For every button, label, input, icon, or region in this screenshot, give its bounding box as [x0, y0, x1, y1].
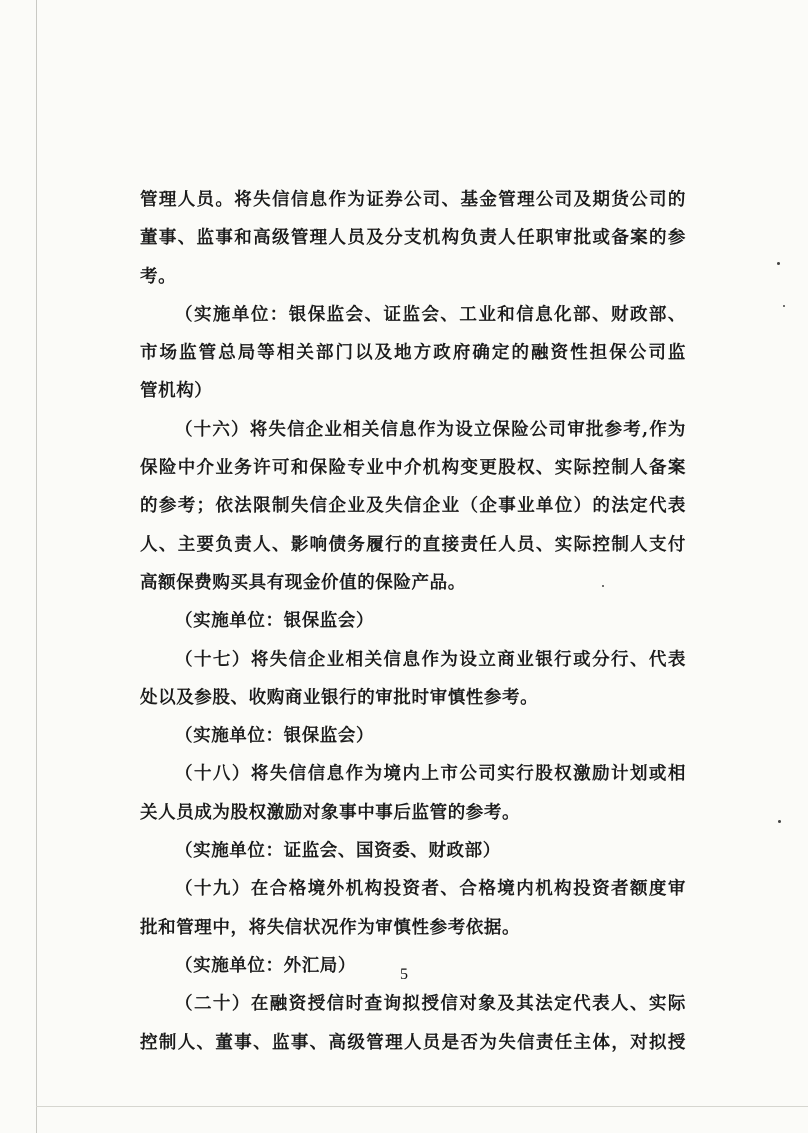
text-line: （十八）将失信信息作为境内上市公司实行股权激励计划或相 [175, 764, 686, 785]
page-number: 5 [400, 966, 408, 983]
text-line: 批和管理中，将失信状况作为审慎性参考依据。 [140, 917, 521, 938]
text-line: 市场监管总局等相关部门以及地方政府确定的融资性担保公司监 [140, 343, 686, 364]
text-line: （实施单位：银保监会） [175, 726, 375, 747]
text-line: （十七）将失信企业相关信息作为设立商业银行或分行、代表 [175, 649, 686, 670]
text-line: 人、主要负责人、影响债务履行的直接责任人员、实际控制人支付 [140, 534, 686, 555]
text-line: 控制人、董事、监事、高级管理人员是否为失信责任主体，对拟授 [140, 1032, 686, 1053]
text-line: 董事、监事和高级管理人员及分支机构负责人任职审批或备案的参 [140, 228, 686, 249]
text-line: （实施单位：银保监会、证监会、工业和信息化部、财政部、 [175, 304, 686, 325]
scan-edge-left [36, 0, 37, 1133]
text-line: （十六）将失信企业相关信息作为设立保险公司审批参考,作为 [175, 419, 686, 440]
text-line: 的参考；依法限制失信企业及失信企业（企事业单位）的法定代表 [140, 496, 686, 517]
scan-speck [777, 262, 780, 265]
text-line: 高额保费购买具有现金价值的保险产品。 [140, 572, 466, 593]
text-line: 管理人员。将失信信息作为证券公司、基金管理公司及期货公司的 [140, 190, 686, 210]
text-line: 关人员成为股权激励对象事中事后监管的参考。 [140, 802, 521, 823]
text-line: （实施单位：证监会、国资委、财政部） [175, 841, 501, 862]
scan-speck [778, 820, 781, 823]
text-line: （二十）在融资授信时查询拟授信对象及其法定代表人、实际 [175, 994, 686, 1015]
text-line: 考。 [140, 266, 177, 287]
text-line: （实施单位：银保监会） [175, 611, 375, 632]
scan-speck [602, 585, 604, 587]
text-line: 管机构） [140, 381, 213, 402]
text-line: （十九）在合格境外机构投资者、合格境内机构投资者额度审 [175, 879, 686, 900]
text-line: 保险中介业务许可和保险专业中介机构变更股权、实际控制人备案 [140, 458, 686, 479]
body-text [140, 181, 686, 1062]
text-line: （实施单位：外汇局） [175, 955, 356, 976]
scan-edge-bottom [36, 1106, 808, 1107]
scan-speck [783, 305, 785, 307]
text-line: 处以及参股、收购商业银行的审批时审慎性参考。 [140, 687, 539, 708]
